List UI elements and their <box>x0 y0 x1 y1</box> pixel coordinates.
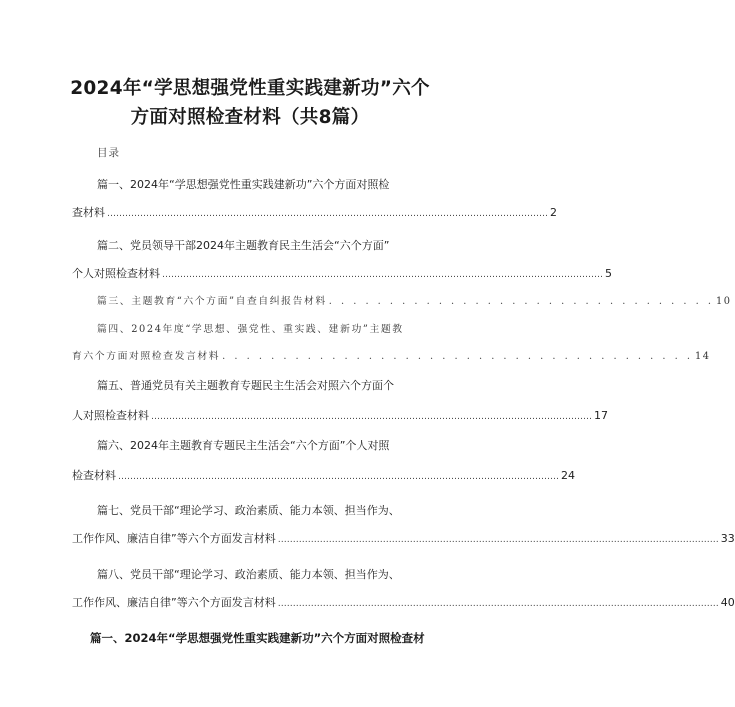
leader-dots: ………………………………………………………………………………………………………………………………… <box>118 472 559 482</box>
leader-dots: ………………………………………………………………………………………………………………………………… <box>107 209 548 219</box>
toc-entry-1-line-2[interactable] <box>72 204 557 220</box>
toc-entry-5-line-2[interactable] <box>72 407 608 423</box>
document-title-line-2: 方面对照检查材料（共8篇） <box>130 107 370 128</box>
toc-entry-2-line-1[interactable]: 篇二、党员领导干部2024年主题教育民主生活会“六个方面” <box>97 239 390 252</box>
toc-page-number: 40 <box>720 596 735 609</box>
toc-entry-8-line-1[interactable]: 篇八、党员干部“理论学习、政治素质、能力本领、担当作为、 <box>97 568 400 581</box>
toc-entry-6-line-2[interactable] <box>72 467 575 483</box>
toc-entry-label: 工作作风、廉洁自律”等六个方面发言材料 <box>72 596 276 609</box>
toc-entry-label: 查材料 <box>72 206 105 219</box>
leader-dots: . . . . . . . . . . . . . . . . . . . . . . . . . . . . . . . . <box>328 296 714 307</box>
section-heading: 篇一、2024年“学思想强党性重实践建新功”六个方面对照检查材 <box>90 631 425 645</box>
toc-page-number: 17 <box>594 409 608 422</box>
toc-page-number: 5 <box>605 267 612 280</box>
toc-entry-6-line-1[interactable]: 篇六、2024年主题教育专题民主生活会“六个方面”个人对照 <box>97 439 390 452</box>
leader-dots: ………………………………………………………………………………………………………………………………… <box>277 599 719 609</box>
document-title-line-1: 2024年“学思想强党性重实践建新功”六个 <box>70 78 430 99</box>
toc-page-number: 24 <box>561 469 575 482</box>
toc-entry-label: 个人对照检查材料 <box>72 267 160 280</box>
toc-entry-4-line-2[interactable] <box>72 348 711 362</box>
toc-heading: 目录 <box>97 147 120 159</box>
toc-entry-7-line-1[interactable]: 篇七、党员干部“理论学习、政治素质、能力本领、担当作为、 <box>97 504 400 517</box>
leader-dots: . . . . . . . . . . . . . . . . . . . . . . . . . . . . . . . . . . . . . . . <box>222 351 693 362</box>
toc-entry-7-line-2[interactable] <box>72 530 735 546</box>
toc-entry-label: 工作作风、廉洁自律”等六个方面发言材料 <box>72 532 276 545</box>
leader-dots: ………………………………………………………………………………………………………………………………… <box>277 535 719 545</box>
leader-dots: ………………………………………………………………………………………………………………………………… <box>162 270 603 280</box>
toc-entry-5-line-1[interactable]: 篇五、普通党员有关主题教育专题民主生活会对照六个方面个 <box>97 379 394 392</box>
toc-entry-label: 检查材料 <box>72 469 116 482</box>
toc-entry-1-line-1[interactable]: 篇一、2024年“学思想强党性重实践建新功”六个方面对照检 <box>97 178 390 191</box>
toc-entry-4-line-1[interactable]: 篇四、2024年度“学思想、强党性、重实践、建新功”主题教 <box>97 324 404 335</box>
toc-entry-3[interactable] <box>97 293 732 307</box>
toc-page-number: 14 <box>694 351 711 362</box>
toc-entry-2-line-2[interactable] <box>72 265 612 281</box>
toc-entry-label: 人对照检查材料 <box>72 409 149 422</box>
toc-page-number: 2 <box>550 206 557 219</box>
toc-page-number: 10 <box>715 296 732 307</box>
toc-entry-8-line-2[interactable] <box>72 594 735 610</box>
leader-dots: ………………………………………………………………………………………………………………………………… <box>151 412 592 422</box>
toc-entry-label: 育六个方面对照检查发言材料 <box>72 351 221 362</box>
toc-entry-label: 篇三、主题教育“六个方面”自查自纠报告材料 <box>97 296 327 307</box>
toc-page-number: 33 <box>720 532 735 545</box>
